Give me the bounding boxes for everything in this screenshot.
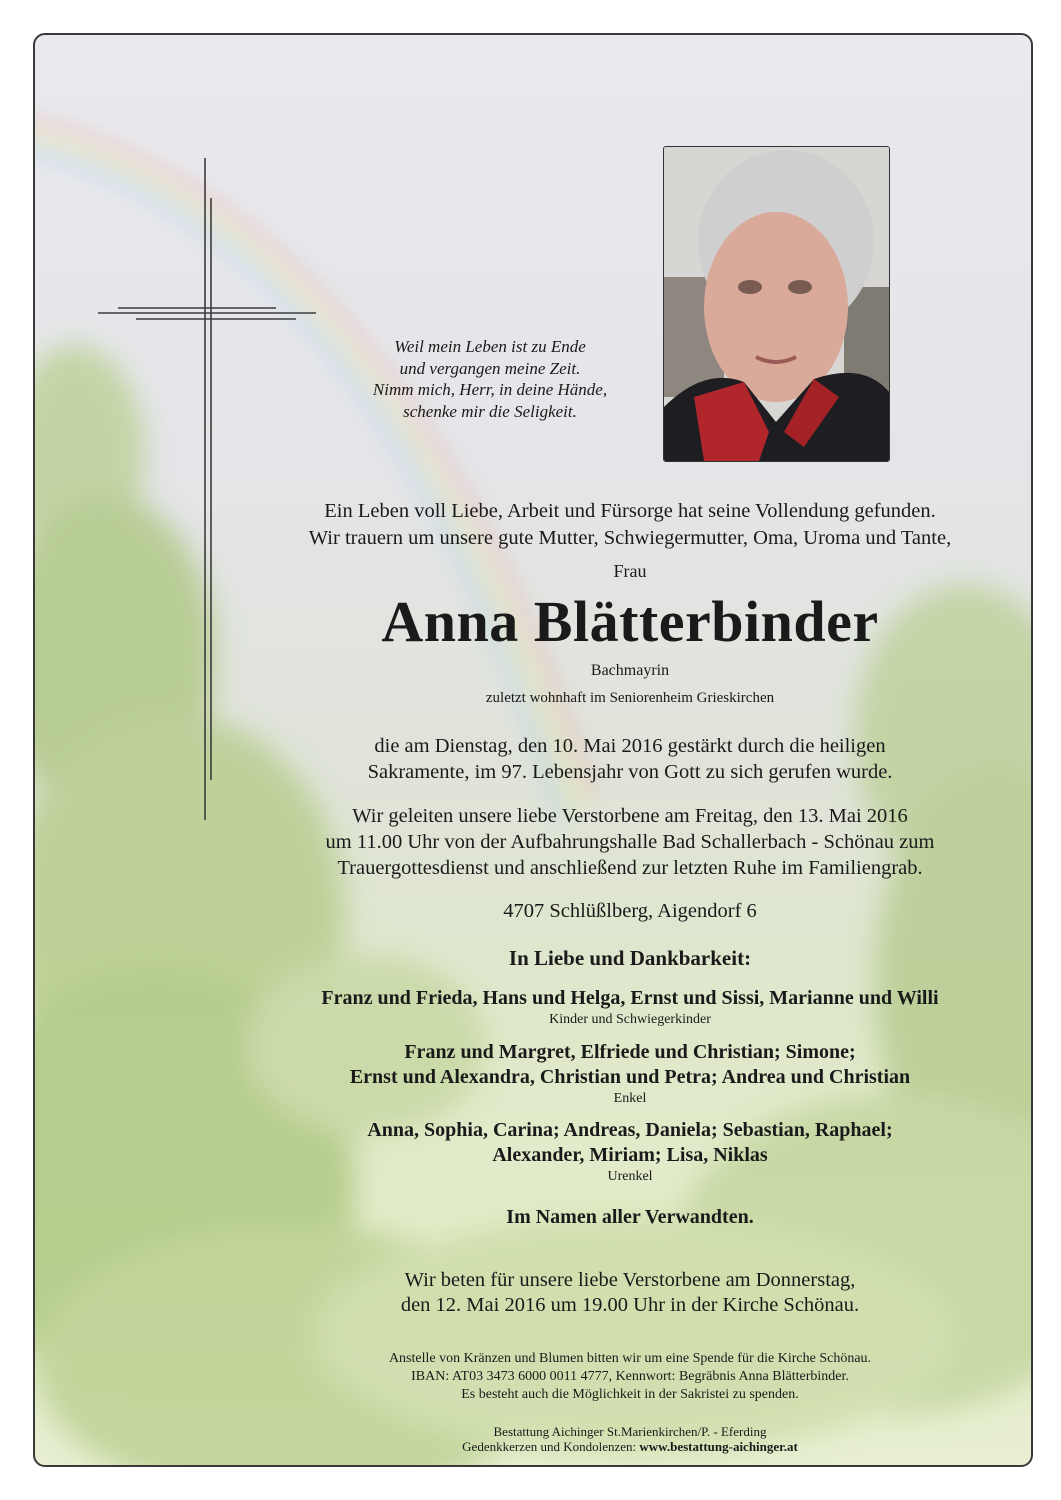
donation-line: IBAN: AT03 3473 6000 0011 4777, Kennwort: Begräbnis Anna Blätterbinder. xyxy=(411,1369,849,1384)
undertaker-info xyxy=(250,1424,1010,1454)
memorial-verse xyxy=(340,336,640,422)
family-names: Franz und Frieda, Hans und Helga, Ernst und Sissi, Marianne und Willi xyxy=(321,987,939,1009)
family-relation: Kinder und Schwiegerkinder xyxy=(549,1012,711,1027)
thanks-heading: In Liebe und Dankbarkeit: xyxy=(508,946,752,970)
donation-notice xyxy=(250,1350,1010,1404)
intro-line: Ein Leben voll Liebe, Arbeit und Fürsorge hat seine Vollendung gefunden. xyxy=(324,500,936,522)
verse-line: Nimm mich, Herr, in deine Hände, xyxy=(372,380,608,399)
family-names: Franz und Margret, Elfriede und Christian; Simone; xyxy=(404,1041,856,1063)
prayer-line: den 12. Mai 2016 um 19.00 Uhr in der Kirche Schönau. xyxy=(400,1294,860,1316)
intro-text xyxy=(250,498,1010,552)
verse-line: und vergangen meine Zeit. xyxy=(399,358,581,378)
death-line: Sakramente, im 97. Lebensjahr von Gott zu sich gerufen wurde. xyxy=(367,761,893,783)
death-notice xyxy=(250,733,1010,785)
deceased-residence: zuletzt wohnhaft im Seniorenheim Grieskirchen xyxy=(485,690,775,706)
prayer-notice xyxy=(250,1268,1010,1318)
portrait-photo xyxy=(663,146,890,462)
family-relation: Urenkel xyxy=(607,1169,653,1184)
family-names: Anna, Sophia, Carina; Andreas, Daniela; Sebastian, Raphael; xyxy=(367,1119,893,1141)
deceased-title: Frau xyxy=(613,561,647,581)
donation-line: Es besteht auch die Möglichkeit in der Sakristei zu spenden. xyxy=(461,1387,799,1402)
death-line: die am Dienstag, den 10. Mai 2016 gestärkt durch die heiligen xyxy=(374,735,886,757)
family-group-grandchildren xyxy=(250,1040,1010,1107)
relatives-line: Im Namen aller Verwandten. xyxy=(506,1206,754,1228)
condolence-line xyxy=(250,1439,1010,1454)
funeral-notice xyxy=(250,803,1010,881)
funeral-line: Wir geleiten unsere liebe Verstorbene am Freitag, den 13. Mai 2016 xyxy=(352,805,908,827)
undertaker-name: Bestattung Aichinger St.Marienkirchen/P. - Eferding xyxy=(493,1424,767,1439)
prayer-line: Wir beten für unsere liebe Verstorbene am Donnerstag, xyxy=(404,1269,856,1291)
undertaker-link[interactable]: www.bestattung-aichinger.at xyxy=(639,1439,798,1454)
family-group-children xyxy=(250,986,1010,1028)
donation-line: Anstelle von Kränzen und Blumen bitten wir um eine Spende für die Kirche Schönau. xyxy=(388,1351,872,1366)
family-relation: Enkel xyxy=(613,1091,647,1106)
funeral-line: Trauergottesdienst und anschließend zur letzten Ruhe im Familiengrab. xyxy=(337,857,923,879)
family-group-great-grandchildren xyxy=(250,1118,1010,1185)
verse-line: Weil mein Leben ist zu Ende xyxy=(394,337,586,356)
intro-line: Wir trauern um unsere gute Mutter, Schwiegermutter, Oma, Uroma und Tante, xyxy=(308,527,952,549)
family-names: Ernst und Alexandra, Christian und Petra; Andrea und Christian xyxy=(349,1066,911,1088)
address: 4707 Schlüßlberg, Aigendorf 6 xyxy=(503,900,757,922)
family-names: Alexander, Miriam; Lisa, Niklas xyxy=(492,1144,768,1166)
funeral-line: um 11.00 Uhr von der Aufbahrungshalle Bad Schallerbach - Schönau zum xyxy=(325,831,935,853)
deceased-name: Anna Blätterbinder xyxy=(381,589,879,654)
cross-icon xyxy=(98,158,316,820)
deceased-maiden-name: Bachmayrin xyxy=(590,662,670,679)
verse-line: schenke mir die Seligkeit. xyxy=(403,401,577,421)
condolence-label: Gedenkkerzen und Kondolenzen: xyxy=(462,1439,637,1454)
